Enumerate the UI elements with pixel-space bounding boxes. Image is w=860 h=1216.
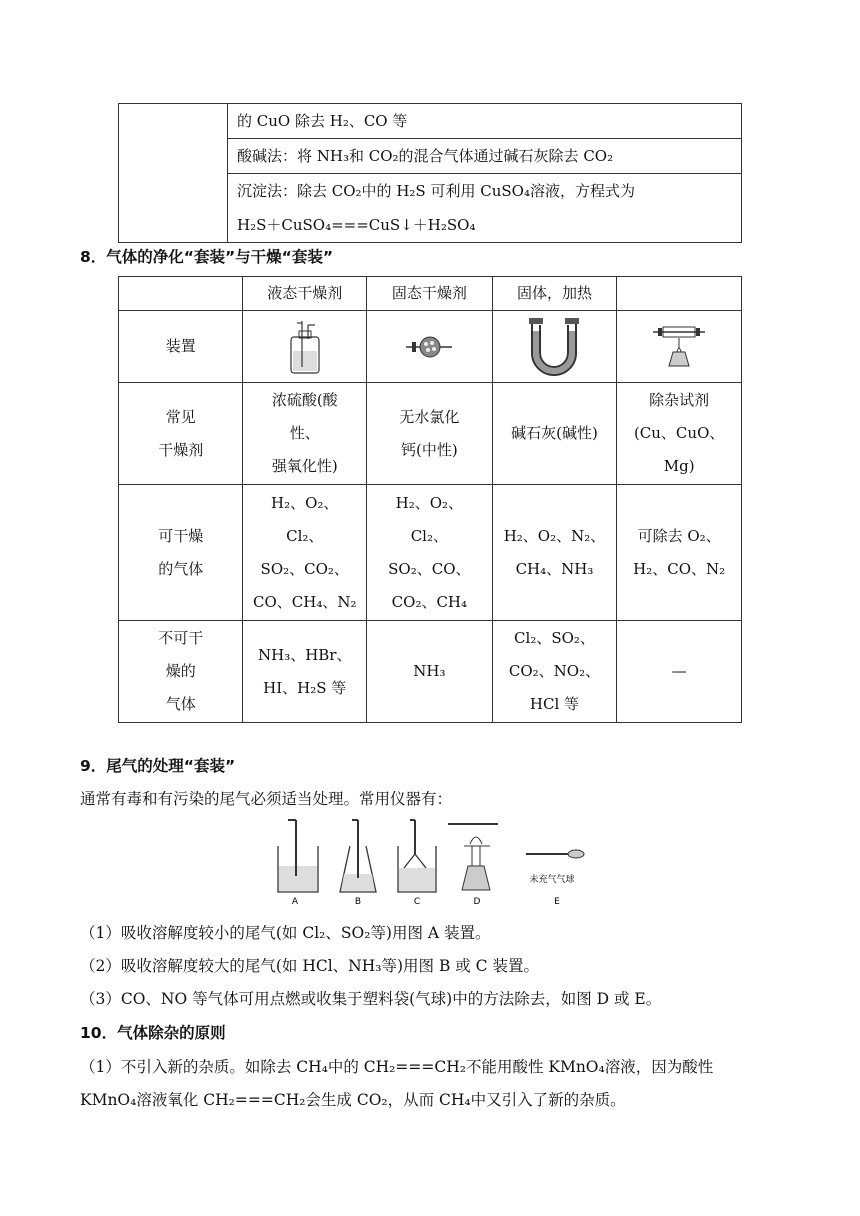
label-line: 气体 (165, 695, 196, 713)
cell-line: SO₂、CO、 (388, 559, 471, 578)
label-line: 可干燥 (158, 526, 204, 545)
cell-line: CO、CH₄、N₂ (253, 592, 357, 611)
cell-line: HCl 等 (529, 695, 580, 713)
section9-item-1: （1）吸收溶解度较小的尾气(如 Cl₂、SO₂等)用图 A 装置。 (80, 924, 491, 942)
row-label-apparatus: 装置 (119, 311, 243, 383)
cell-line: CH₄、NH₃ (515, 559, 594, 578)
cell-line: H₂、CO、N₂ (633, 559, 726, 578)
common-reagent (617, 383, 742, 485)
cell-line: Mg) (663, 457, 695, 475)
cannot-solid (367, 621, 493, 723)
drying-tube-icon (404, 332, 454, 362)
cannot-liquid (243, 621, 367, 723)
header-liquid-desiccant: 液态干燥剂 (243, 277, 367, 311)
table1-row: 沉淀法：除去 CO₂中的 H₂S 可利用 CuSO₄溶液，方程式为 (228, 174, 742, 209)
cell-line: H₂、O₂、N₂、 (503, 526, 606, 545)
figure-label-a: A (291, 897, 299, 907)
method-category-cell (119, 104, 228, 243)
cell-line: SO₂、CO₂、 (260, 559, 349, 578)
cell-line: — (671, 662, 687, 680)
table1-row: H₂S＋CuSO₄===CuS↓＋H₂SO₄ (228, 208, 742, 243)
cell-line: Cl₂、 (286, 526, 324, 545)
section10-line-1: （1）不引入新的杂质。如除去 CH₄中的 CH₂===CH₂不能用酸性 KMnO₄溶液，因为酸性 (80, 1058, 714, 1076)
label-line: 不可干 (158, 629, 204, 647)
u-tube-cell (492, 311, 617, 383)
cannot-reagent (617, 621, 742, 723)
cell-line: Cl₂、 (410, 526, 448, 545)
apparatus-b-icon (340, 820, 376, 907)
common-solid (367, 383, 493, 485)
cell-line: 除杂试剂 (649, 391, 710, 409)
drying-table (118, 276, 742, 723)
table1-row: 的 CuO 除去 H₂、CO 等 (228, 104, 742, 139)
row-label-common (119, 383, 243, 485)
apparatus-d-icon (448, 824, 498, 907)
wash-bottle-cell (243, 311, 367, 383)
section9-heading: 9．尾气的处理“套装” (80, 757, 236, 775)
common-heating (492, 383, 617, 485)
cell-line: H₂、O₂、 (395, 493, 464, 512)
row-label-cannot-dry (119, 621, 243, 723)
cell-line: CO₂、CH₄ (391, 592, 468, 611)
can-liquid (243, 485, 367, 621)
apparatus-e-icon (526, 850, 584, 907)
cell-line: NH₃ (413, 662, 446, 680)
u-tube-icon (526, 317, 582, 377)
figure-label-b: B (354, 897, 362, 907)
cell-line: NH₃、HBr、 (257, 645, 352, 664)
section9-item-3: （3）CO、NO 等气体可用点燃或收集于塑料袋(气球)中的方法除去，如图 D 或 E。 (80, 990, 662, 1008)
label-line: 常见 (165, 407, 196, 426)
cell-line: 无水氯化 (399, 407, 460, 426)
apparatus-c-icon (398, 820, 436, 907)
cell-line: 碱石灰(碱性) (511, 424, 598, 442)
common-liquid (243, 383, 367, 485)
cannot-heating (492, 621, 617, 723)
label-line: 燥的 (165, 662, 196, 680)
cell-line: 强氧化性) (271, 457, 338, 475)
section10-heading: 10．气体除杂的原则 (80, 1024, 226, 1042)
cell-line: HI、H₂S 等 (263, 678, 347, 697)
section9-item-2: （2）吸收溶解度较大的尾气(如 HCl、NH₃等)用图 B 或 C 装置。 (80, 957, 539, 975)
figure-label-d: D (473, 897, 481, 907)
heating-tube-icon (651, 322, 707, 372)
header-solid-desiccant: 固态干燥剂 (367, 277, 493, 311)
cell-line: Cl₂、SO₂、 (514, 629, 595, 647)
continuation-table (118, 103, 742, 243)
section9-intro: 通常有毒和有污染的尾气必须适当处理。常用仪器有： (80, 790, 453, 808)
cell-line: 性、 (289, 424, 320, 442)
can-solid (367, 485, 493, 621)
can-heating (492, 485, 617, 621)
drying-tube-cell (367, 311, 493, 383)
row-label-can-dry (119, 485, 243, 621)
apparatus-a-icon (278, 820, 318, 907)
cell-line: CO₂、NO₂、 (508, 662, 601, 680)
figure-label-c: C (413, 897, 421, 907)
table1-row: 酸碱法：将 NH₃和 CO₂的混合气体通过碱石灰除去 CO₂ (228, 139, 742, 174)
header-empty (617, 277, 742, 311)
label-line: 干燥剂 (158, 440, 204, 459)
header-cell (119, 277, 243, 311)
figure-label-e: E (554, 897, 560, 907)
cell-line: H₂、O₂、 (271, 493, 339, 512)
cell-line: 浓硫酸(酸 (271, 391, 338, 409)
section10-line-2: KMnO₄溶液氧化 CH₂===CH₂会生成 CO₂，从而 CH₄中又引入了新的杂质。 (80, 1091, 626, 1109)
cell-line: (Cu、CuO、 (633, 424, 725, 442)
wash-bottle-icon (287, 319, 323, 375)
balloon-label: 未充气气球 (529, 875, 575, 885)
header-solid-heating: 固体，加热 (492, 277, 617, 311)
cell-line: 钙(中性) (400, 440, 458, 459)
can-reagent (617, 485, 742, 621)
section8-heading: 8．气体的净化“套装”与干燥“套装” (80, 248, 334, 266)
heating-tube-cell (617, 311, 742, 383)
cell-line: 可除去 O₂、 (637, 526, 721, 545)
tail-gas-apparatus-figure (270, 816, 600, 908)
label-line: 的气体 (158, 559, 204, 578)
